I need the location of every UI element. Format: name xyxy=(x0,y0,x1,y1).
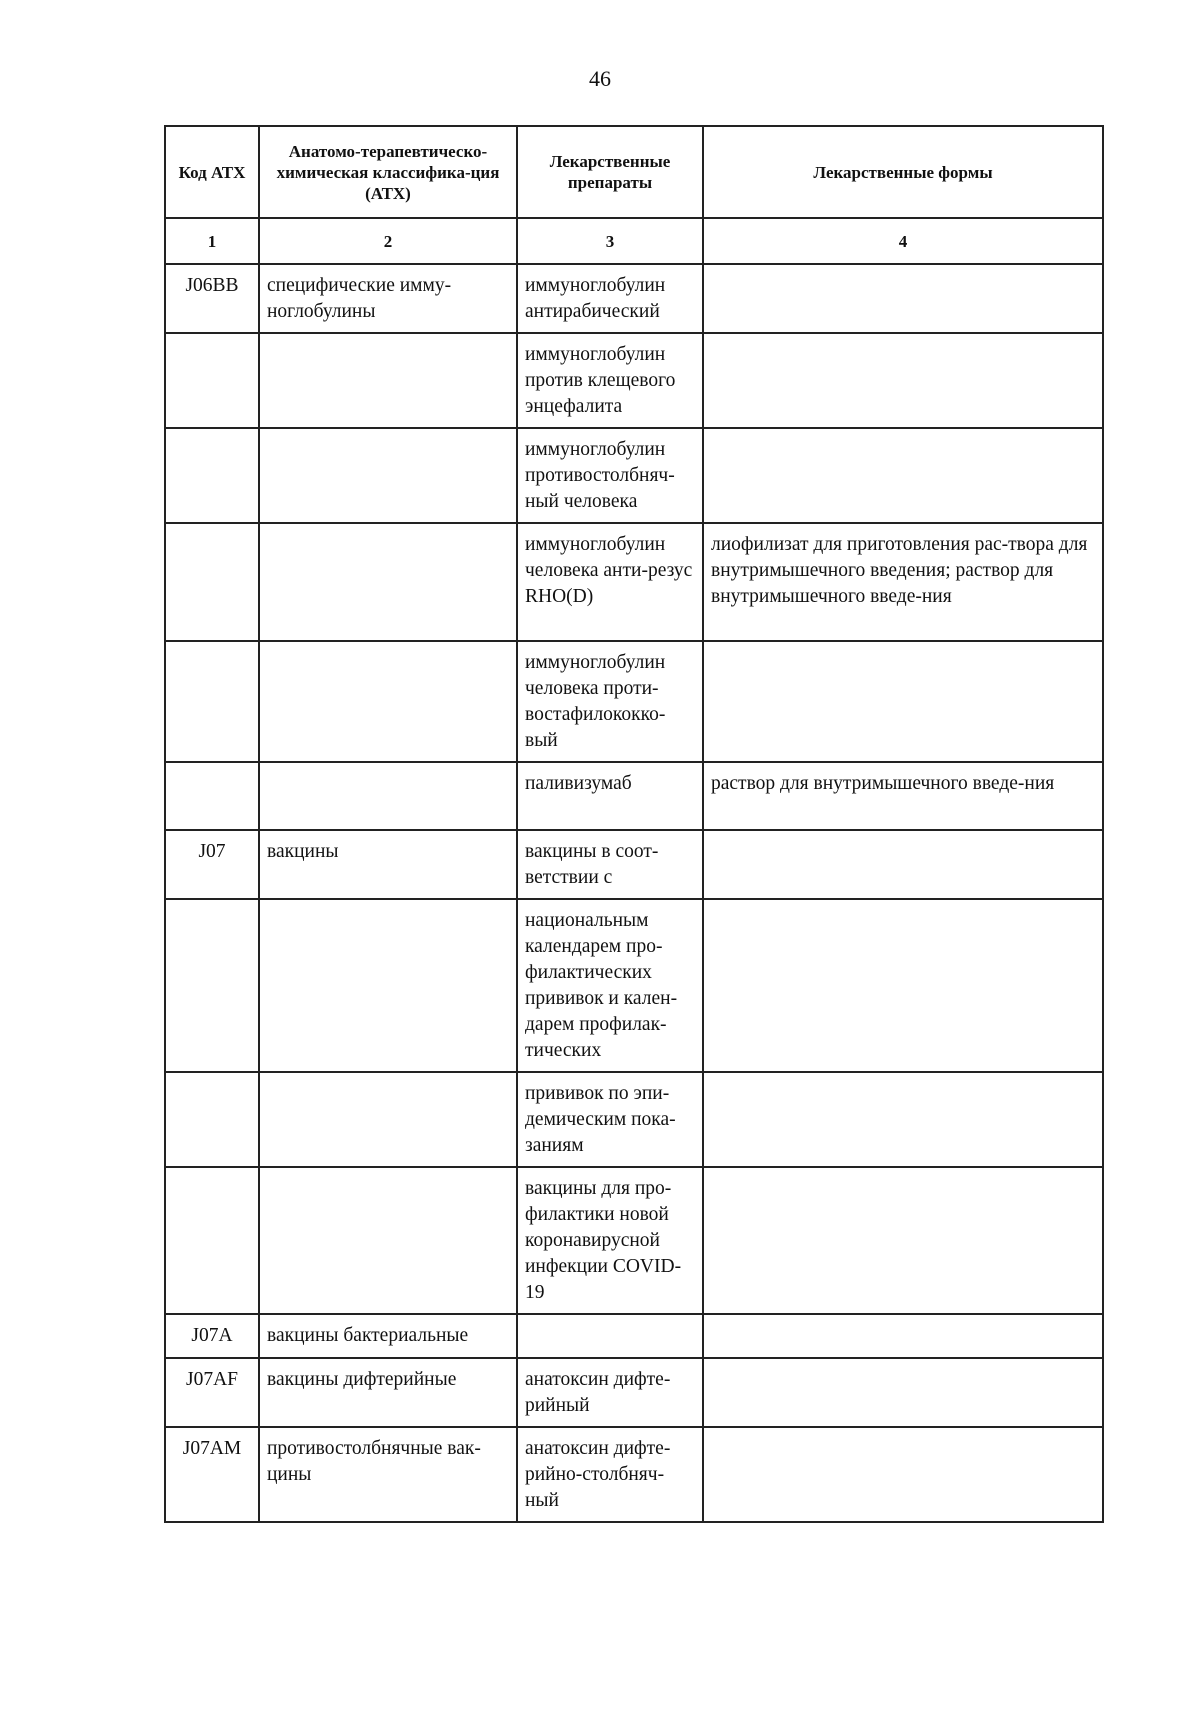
atx-code-cell xyxy=(165,1072,259,1167)
medication-cell: иммуноглобулин антирабический xyxy=(517,264,703,333)
dosage-form-cell xyxy=(703,641,1103,762)
dosage-form-cell xyxy=(703,1427,1103,1522)
table-row xyxy=(165,1072,1103,1167)
table-row xyxy=(165,830,1103,899)
header-atx-classification: Анатомо-терапевтическо-химическая классифика-ция (АТХ) xyxy=(259,126,517,218)
dosage-form-cell xyxy=(703,1167,1103,1314)
medication-cell: национальным календарем про-филактических прививок и кален-дарем профилак-тических xyxy=(517,899,703,1072)
table-row xyxy=(165,641,1103,762)
dosage-form-cell xyxy=(703,899,1103,1072)
atx-medication-table xyxy=(164,125,1104,1523)
atx-classification-cell xyxy=(259,641,517,762)
medication-cell: прививок по эпи-демическим пока-заниям xyxy=(517,1072,703,1167)
atx-code-cell xyxy=(165,1167,259,1314)
page-number: 46 xyxy=(589,66,611,91)
atx-classification-cell xyxy=(259,762,517,830)
atx-code-cell xyxy=(165,641,259,762)
dosage-form-cell xyxy=(703,1314,1103,1358)
atx-code-cell: J06BB xyxy=(165,264,259,333)
atx-code-cell xyxy=(165,762,259,830)
atx-classification-cell xyxy=(259,1072,517,1167)
atx-classification-cell xyxy=(259,1167,517,1314)
atx-code-cell xyxy=(165,899,259,1072)
dosage-form-cell xyxy=(703,1072,1103,1167)
header-atx-code: Код АТХ xyxy=(165,126,259,218)
atx-classification-cell xyxy=(259,899,517,1072)
medication-cell: иммуноглобулин человека анти-резус RHO(D) xyxy=(517,523,703,641)
column-number: 1 xyxy=(165,218,259,264)
medication-cell: вакцины для про-филактики новой коронавирусной инфекции COVID-19 xyxy=(517,1167,703,1314)
medication-cell xyxy=(517,1314,703,1358)
atx-code-cell: J07AM xyxy=(165,1427,259,1522)
atx-classification-cell xyxy=(259,333,517,428)
dosage-form-cell xyxy=(703,333,1103,428)
medication-cell: анатоксин дифте-рийно-столбняч-ный xyxy=(517,1427,703,1522)
atx-code-cell xyxy=(165,333,259,428)
table-row xyxy=(165,428,1103,523)
table-header-row xyxy=(165,126,1103,218)
table-row xyxy=(165,264,1103,333)
medication-cell: анатоксин дифте-рийный xyxy=(517,1358,703,1427)
table-row xyxy=(165,1427,1103,1522)
header-medications: Лекарственные препараты xyxy=(517,126,703,218)
dosage-form-cell xyxy=(703,1358,1103,1427)
table-row xyxy=(165,1314,1103,1358)
dosage-form-cell: лиофилизат для приготовления рас-твора для внутримышечного введения; раствор для внутримышечного введе-ния xyxy=(703,523,1103,641)
table-row xyxy=(165,762,1103,830)
dosage-form-cell xyxy=(703,830,1103,899)
column-number: 3 xyxy=(517,218,703,264)
column-number: 4 xyxy=(703,218,1103,264)
table-row xyxy=(165,333,1103,428)
table-row xyxy=(165,523,1103,641)
column-numbers-row xyxy=(165,218,1103,264)
dosage-form-cell: раствор для внутримышечного введе-ния xyxy=(703,762,1103,830)
dosage-form-cell xyxy=(703,428,1103,523)
atx-classification-cell xyxy=(259,428,517,523)
atx-code-cell: J07 xyxy=(165,830,259,899)
medication-cell: иммуноглобулин человека проти-востафилококко-вый xyxy=(517,641,703,762)
column-number: 2 xyxy=(259,218,517,264)
table-body xyxy=(165,264,1103,1522)
atx-code-cell: J07A xyxy=(165,1314,259,1358)
table-row xyxy=(165,1358,1103,1427)
atx-classification-cell: противостолбнячные вак-цины xyxy=(259,1427,517,1522)
table-row xyxy=(165,1167,1103,1314)
atx-code-cell: J07AF xyxy=(165,1358,259,1427)
atx-classification-cell xyxy=(259,523,517,641)
medication-cell: иммуноглобулин против клещевого энцефалита xyxy=(517,333,703,428)
medication-cell: вакцины в соот-ветствии с xyxy=(517,830,703,899)
atx-classification-cell: вакцины xyxy=(259,830,517,899)
atx-code-cell xyxy=(165,428,259,523)
medication-cell: иммуноглобулин противостолбняч-ный человека xyxy=(517,428,703,523)
table-row xyxy=(165,899,1103,1072)
atx-classification-cell: специфические имму-ноглобулины xyxy=(259,264,517,333)
medication-cell: паливизумаб xyxy=(517,762,703,830)
atx-code-cell xyxy=(165,523,259,641)
atx-classification-cell: вакцины дифтерийные xyxy=(259,1358,517,1427)
dosage-form-cell xyxy=(703,264,1103,333)
header-dosage-forms: Лекарственные формы xyxy=(703,126,1103,218)
atx-classification-cell: вакцины бактериальные xyxy=(259,1314,517,1358)
